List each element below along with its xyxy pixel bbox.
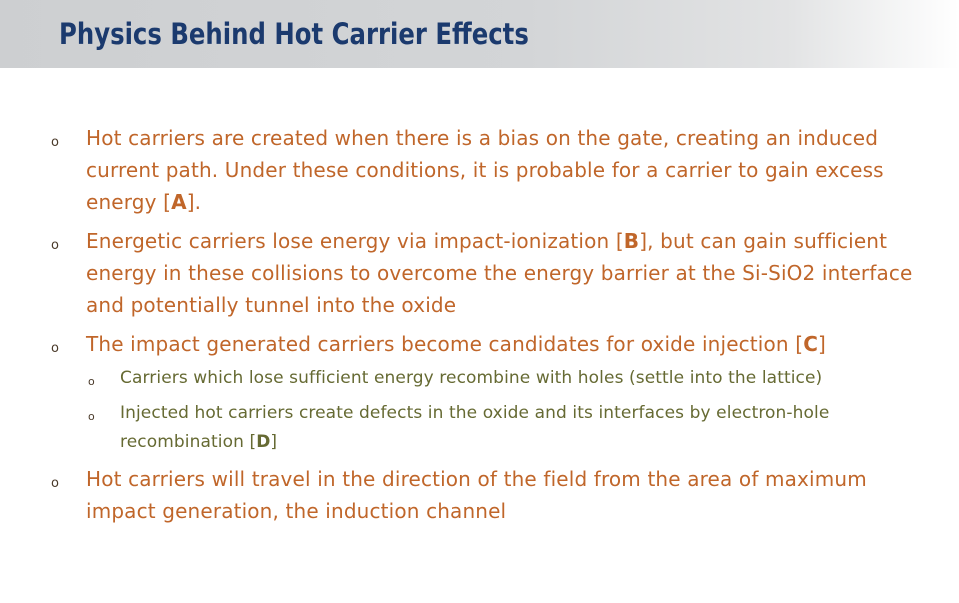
bullet-text: Energetic carriers lose energy via impact-ionization [ [86, 229, 624, 253]
sub-bullet-text: Carriers which lose sufficient energy recombine with holes (settle into the lattice) [120, 368, 823, 388]
bullet-text-end: ] [818, 332, 826, 356]
title-bar [0, 0, 959, 68]
reference-letter: D [256, 432, 271, 452]
bullet-item [0, 122, 959, 218]
bullet-marker-icon: o [51, 135, 60, 150]
sub-bullet-marker-icon: o [88, 375, 95, 388]
bullet-text: Hot carriers will travel in the direction of the field from the area of maximum impact generation, the induction channel [86, 467, 867, 523]
bullet-item [0, 328, 959, 360]
bullet-text-end: ]. [186, 190, 202, 214]
reference-letter: C [803, 332, 819, 356]
sub-bullet-text-end: ] [270, 432, 278, 452]
bullet-marker-icon: o [51, 476, 60, 491]
reference-letter: B [623, 229, 640, 253]
sub-bullet-marker-icon: o [88, 410, 95, 423]
reference-letter: A [171, 190, 187, 214]
slide-title: Physics Behind Hot Carrier Effects [59, 17, 529, 51]
bullet-text: The impact generated carriers become candidates for oxide injection [ [86, 332, 804, 356]
bullet-item [0, 463, 959, 527]
bullet-item [0, 225, 959, 321]
sub-bullet-text: Injected hot carriers create defects in the oxide and its interfaces by electron-hole recombination [ [120, 403, 830, 452]
bullet-text-end: ], but can gain sufficient energy in these collisions to overcome the energy barrier at the Si-SiO2 interface and potentially tunnel into the oxide [86, 229, 913, 317]
bullet-marker-icon: o [51, 238, 60, 253]
sub-bullet-item [0, 364, 959, 393]
bullet-text: Hot carriers are created when there is a bias on the gate, creating an induced current path. Under these conditions, it is probable for a carrier to gain excess energy [ [86, 126, 884, 214]
slide-content [0, 122, 959, 534]
bullet-marker-icon: o [51, 341, 60, 356]
sub-bullet-list [0, 364, 959, 457]
sub-bullet-item [0, 399, 959, 457]
